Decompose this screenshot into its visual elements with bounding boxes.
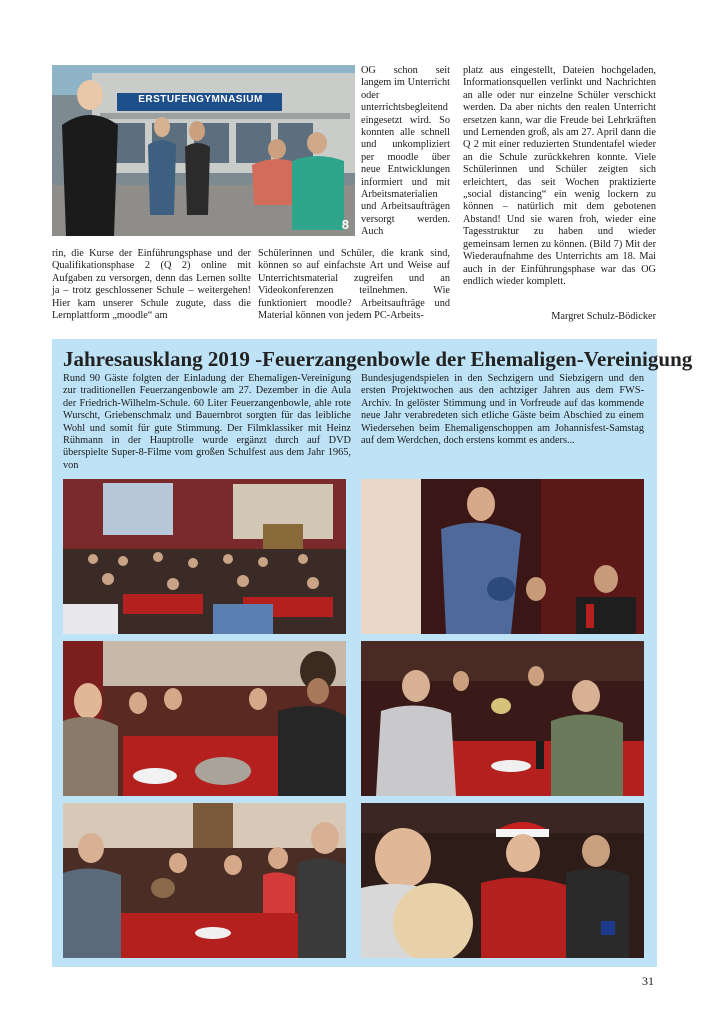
photo-number: 8 [341,217,349,232]
students-with-masks-photo-icon [52,65,355,236]
author-signature: Margret Schulz-Bödicker [551,311,656,322]
photo-toast [63,641,346,796]
young-guests-photo-icon [63,803,346,958]
page-number: 31 [642,974,654,988]
article-headline: Jahresausklang 2019 -Feuerzangenbowle der Ehemaligen-Vereinigung [63,347,693,371]
article-col-right: Bundesjugendspielen in den Sechzigern und Siebzigern und den ersten Projektwochen aus den achtziger Jahren aus dem FWS-Archiv. In gelöster Stimmung und in Vorfreude auf das kommende neue Jahr verabredeten sich etliche Gäste beim Abschied zu einem Wiedersehen beim Ehemaligenschoppen am Johannisfest-Samstag auf dem Werdchen, doch erstens kommt es anders... [361,373,644,447]
santa-hat-guest-photo-icon [361,803,644,958]
article-col-left: Rund 90 Gäste folgten der Einladung der Ehemaligen-Vereinigung zur traditionellen Feuerzangenbowle am 27. Dezember in die Aula der Friedrich-Wilhelm-Schule. 60 Liter Feuerzangenbowle, ahle rote Wurscht, Griebenschmalz und Bauernbrot sorgten für das leibliche Wohl und somit für gute Stimmung. Der Filmklassiker mit Heinz Rühmann in der Hauptrolle wurde ergänzt durch auf DVD überspielte Super-8-Filme vom großen Schulfest aus dem Jahr 1965, von [63,373,351,471]
man-pouring-punch-photo-icon [361,479,644,634]
photo-young-guests [63,803,346,958]
photo-santa-hat [361,803,644,958]
seniors-at-table-photo-icon [361,641,644,796]
photo-seniors [361,641,644,796]
guests-toasting-photo-icon [63,641,346,796]
aula-audience-photo-icon [63,479,346,634]
text-col-3: platz aus eingestellt, Dateien hochgeladen, Informationsquellen verlinkt und Nachrichten an alle oder nur einzelne Schüler verschickt werden. Da aber nichts den realen Unterricht ersetzen kann, war die Freude bei Lehrkräften und Lernenden groß, als am 27. April dann die Q 2 mit einer reduzierten Stundentafel wieder an die Schule zurückkehren konnte. Viele Schülerinnen und Schüler zeigten sich erleichtert, das seit Wochen praktizierte „social distancing“ ein wenig lockern zu können – natürlich mit dem gebotenen Abstand! Und sie waren froh, wieder eine Tagesstruktur zu haben und wieder gemeinsam lernen zu können. (Bild 7) Mit der Wiederaufnahme des Unterrichts am 18. Mai auch in der Einführungsphase war das OG endlich wieder komplett. [463,65,656,287]
text-col-2: Schülerinnen und Schüler, die krank sind, können so auf einfachste Art und Weise auf Unterrichtsmaterial zugreifen und an Videokonferenzen teilnehmen. Wie funktioniert moodle? Arbeitsaufträge und Material können von jedem PC-Arbeits- [258,248,450,322]
photo-punch [361,479,644,634]
students-photo [52,65,355,236]
text-beside-photo: OG schon seit langem im Unterricht oder unterrichtsbegleitend eingesetzt wird. So konnten alle schnell und unkompliziert per moodle über neue Entwicklungen informiert und mit Arbeitsmaterialien und Arbeitsaufträgen versorgt werden. Auch [361,65,450,238]
building-sign: ERSTUFENGYMNASIUM [138,94,263,105]
text-col-1: rin, die Kurse der Einführungsphase und der Qualifikationsphase 2 (Q 2) online mit Aufgaben zu versorgen, denn das Lernen sollte ja – trotz geschlossener Schule – weitergehen! Hier kam unserer Schule zugute, dass die Lernplattform „moodle“ am [52,248,251,322]
photo-aula [63,479,346,634]
